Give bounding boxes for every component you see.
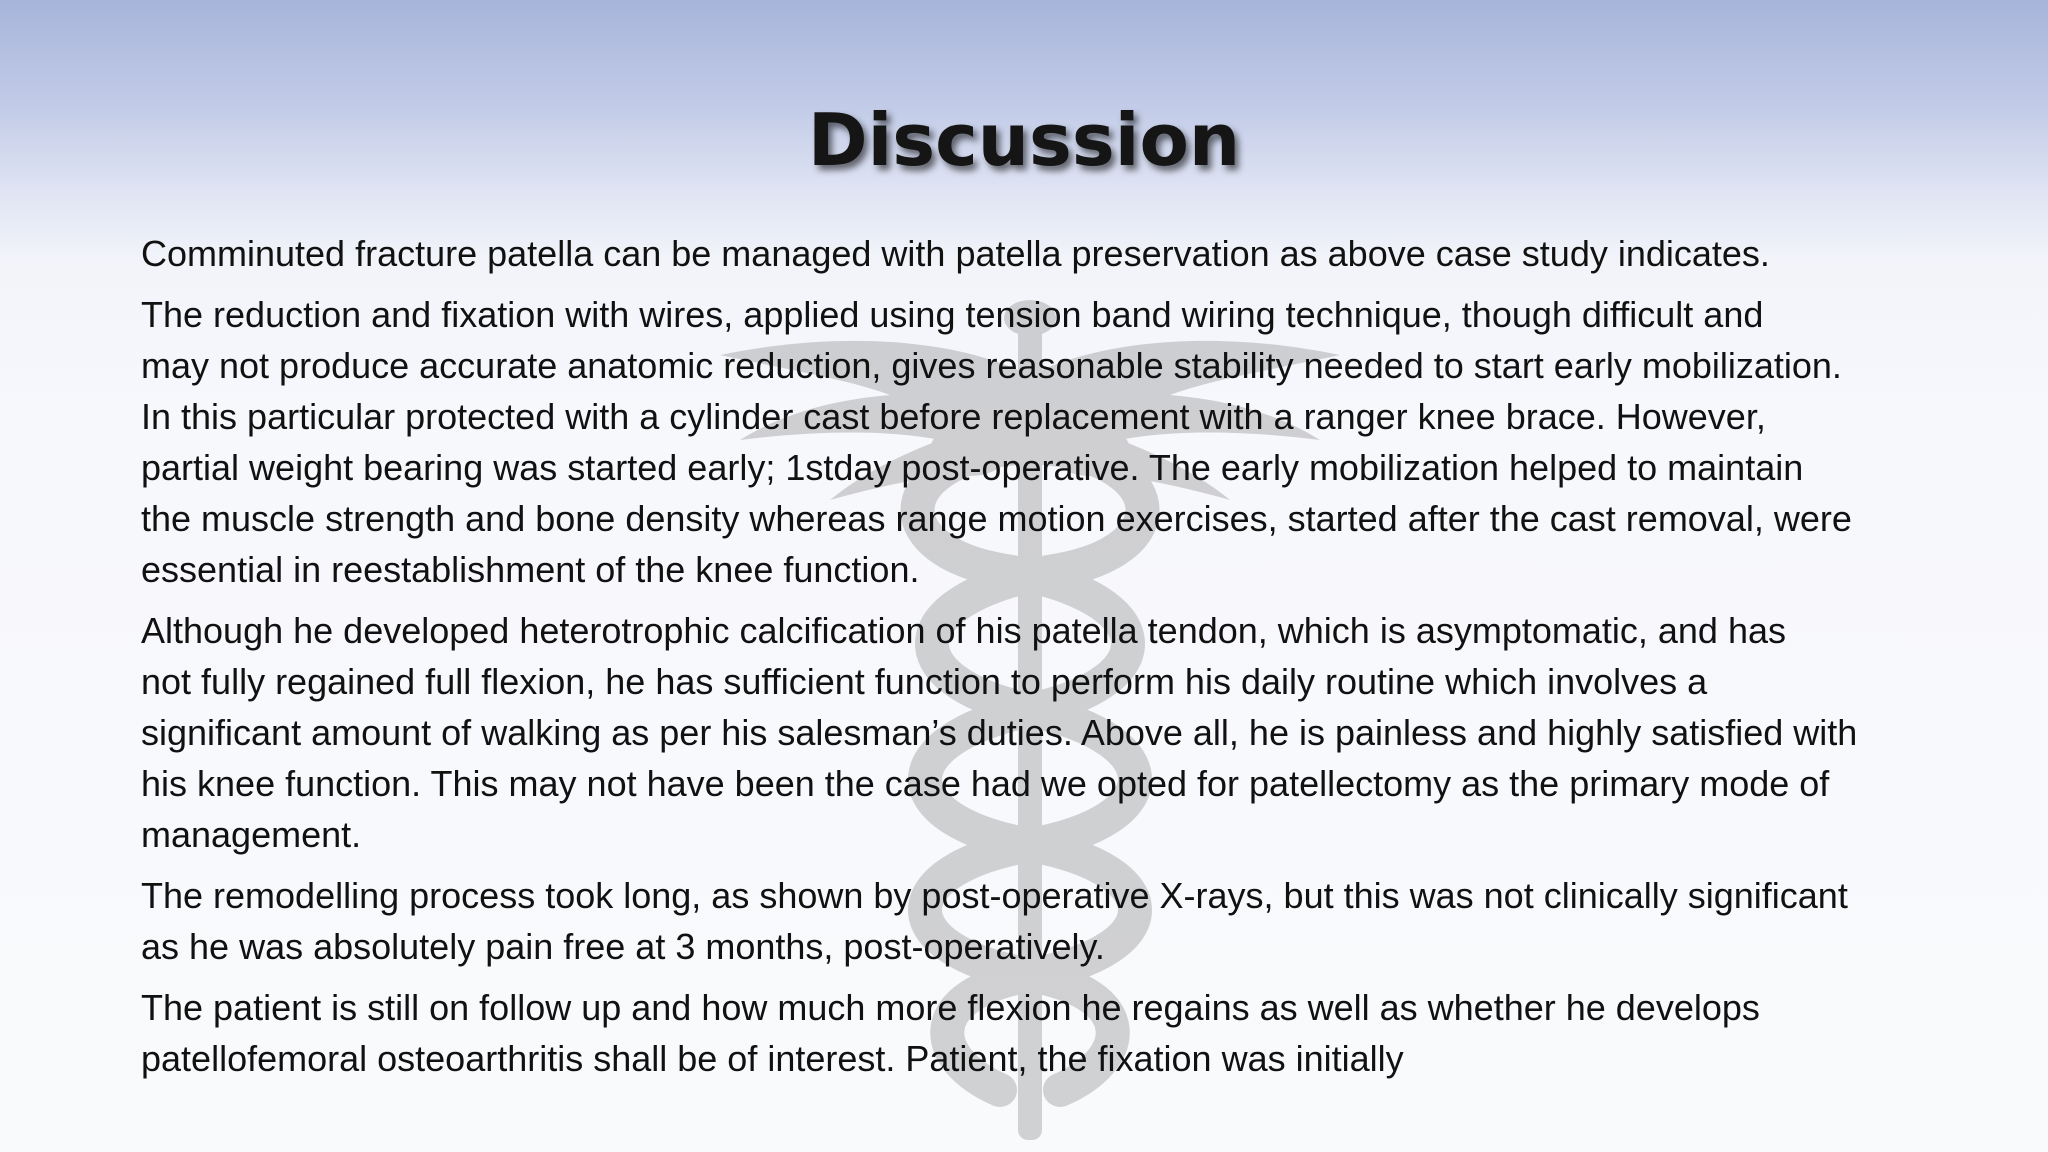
text-line: partial weight bearing was started early; 1stday post-operative. The early mobilization helped to maintain [141, 447, 1804, 488]
text-line: The reduction and fixation with wires, applied using tension band wiring technique, though difficult and [141, 294, 1764, 335]
text-line: patellofemoral osteoarthritis shall be of interest. Patient, the fixation was initially [141, 1038, 1404, 1079]
text-line: In this particular protected with a cylinder cast before replacement with a ranger knee brace. However, [141, 396, 1766, 437]
text-line: management. [141, 814, 362, 855]
paragraph-outcome [141, 605, 2021, 860]
text-line: not fully regained full flexion, he has sufficient function to perform his daily routine which involves a [141, 661, 1708, 702]
text-line: the muscle strength and bone density whereas range motion exercises, started after the cast removal, were [141, 498, 1852, 539]
text-line: essential in reestablishment of the knee function. [141, 549, 920, 590]
text-line: as he was absolutely pain free at 3 months, post-operatively. [141, 926, 1105, 967]
text-line: his knee function. This may not have been the case had we opted for patellectomy as the primary mode of [141, 763, 1830, 804]
text-line: significant amount of walking as per his salesman’s duties. Above all, he is painless and highly satisfied with [141, 712, 1858, 753]
slide-body [141, 228, 2021, 1094]
text-line: Comminuted fracture patella can be managed with patella preservation as above case study indicates. [141, 233, 1770, 274]
slide-title: Discussion [807, 98, 1241, 182]
text-line: Although he developed heterotrophic calcification of his patella tendon, which is asymptomatic, and has [141, 610, 1786, 651]
paragraph-fixation [141, 289, 2021, 595]
paragraph-follow-up [141, 982, 2021, 1084]
text-line: The remodelling process took long, as shown by post-operative X-rays, but this was not clinically significant [141, 875, 1848, 916]
paragraph-remodelling [141, 870, 2021, 972]
paragraph-conclusion [141, 228, 2021, 279]
text-line: may not produce accurate anatomic reduction, gives reasonable stability needed to start early mobilization. [141, 345, 1842, 386]
text-line: The patient is still on follow up and how much more flexion he regains as well as whether he develops [141, 987, 1760, 1028]
